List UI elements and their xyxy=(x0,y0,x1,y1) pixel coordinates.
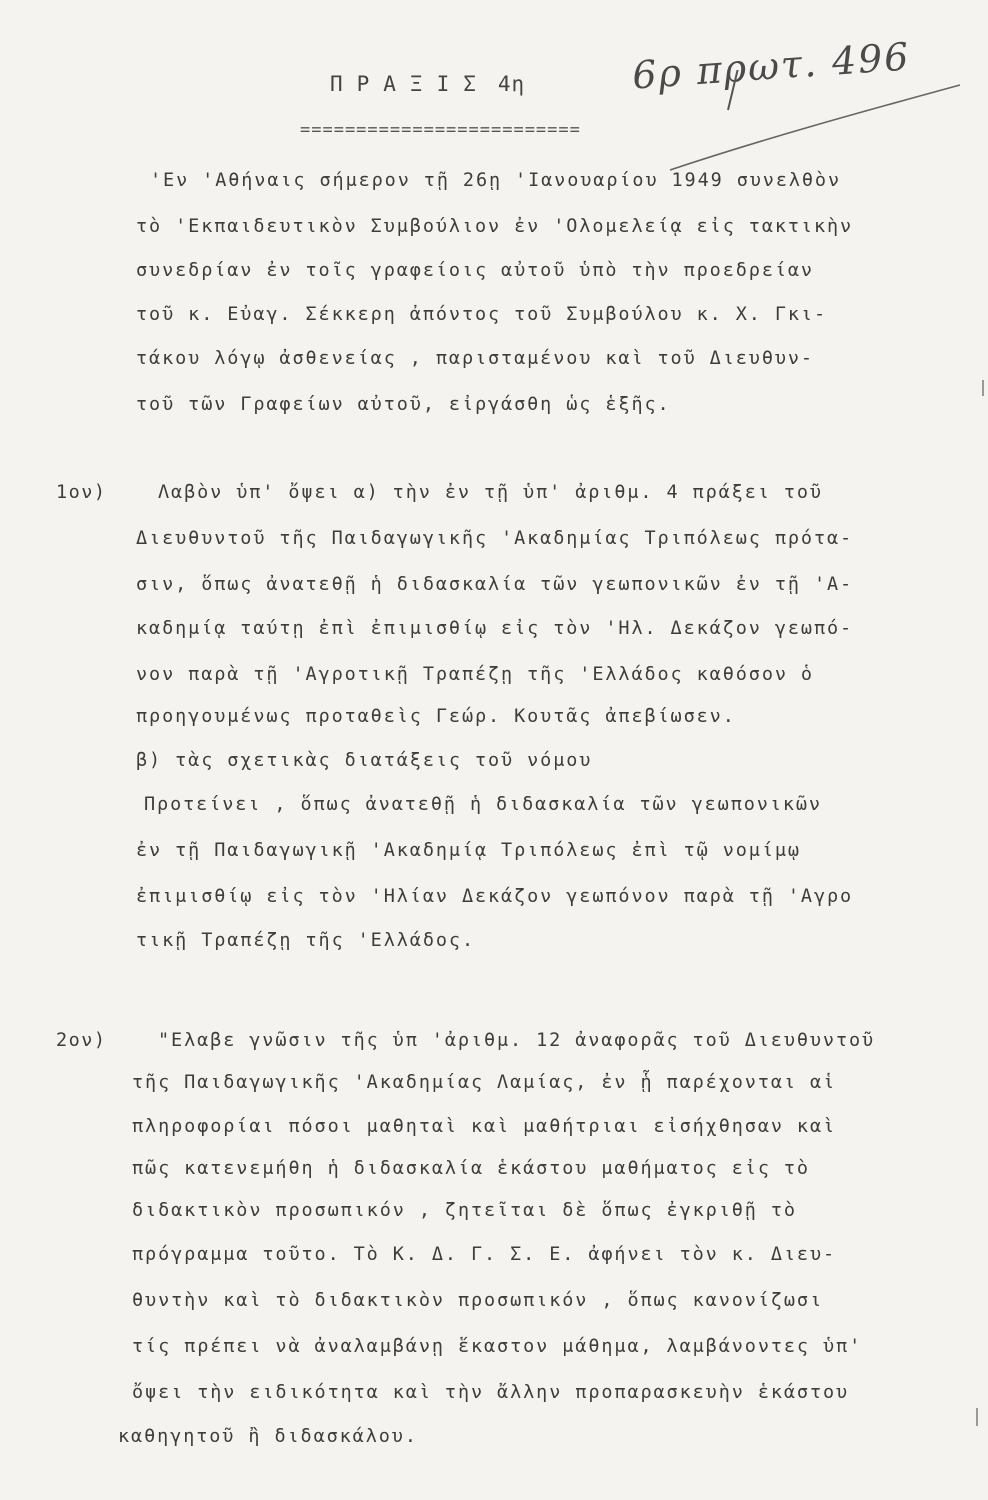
item-1-line-8: Προτείνει , ὅπως ἀνατεθῇ ἡ διδασκαλία τῶν γεωπονικῶν xyxy=(144,794,822,815)
item-1-line-5: νον παρὰ τῇ 'Αγροτικῇ Τραπέζῃ τῆς 'Ελλάδος καθόσον ὁ xyxy=(136,664,814,685)
item-2-line-6: πρόγραμμα τοῦτο. Τὸ Κ. Δ. Γ. Σ. Ε. ἀφήνει τὸν κ. Διευ- xyxy=(132,1244,837,1265)
item-1-line-7: β) τὰς σχετικὰς διατάξεις τοῦ νόμου xyxy=(136,750,593,771)
item-2-line-5: διδακτικὸν προσωπικόν , ζητεῖται δὲ ὅπως ἐγκριθῇ τὸ xyxy=(132,1200,797,1221)
title-underline: ========================= xyxy=(300,120,581,140)
item-1-line-4: καδημίᾳ ταύτῃ ἐπὶ ἐπιμισθίῳ εἰς τὸν 'Ηλ. Δεκάζον γεωπό- xyxy=(136,618,854,639)
margin-mark xyxy=(976,1408,978,1426)
item-1-line-10: ἐπιμισθίῳ εἰς τὸν 'Ηλίαν Δεκάζον γεωπόνον παρὰ τῇ 'Αγρο xyxy=(136,886,854,907)
item-1-line-1: Λαβὸν ὑπ' ὄψει α) τὴν ἐν τῇ ὑπ' ἀριθμ. 4 πράξει τοῦ xyxy=(158,482,823,503)
intro-line-4: τοῦ κ. Εὐαγ. Σέκκερη ἀπόντος τοῦ Συμβούλου κ. Χ. Γκι- xyxy=(136,304,828,325)
item-2-label: 2ον) xyxy=(56,1030,107,1051)
item-2-line-9: ὄψει τὴν ειδικότητα καὶ τὴν ἄλλην προπαρασκευὴν ἑκάστου xyxy=(132,1382,850,1403)
item-2-line-2: τῆς Παιδαγωγικῆς 'Ακαδημίας Λαμίας, ἐν ᾗ παρέχονται αἱ xyxy=(132,1072,837,1093)
item-1-line-11: τικῇ Τραπέζῃ τῆς 'Ελλάδος. xyxy=(136,930,475,951)
intro-line-2: τὸ 'Εκπαιδευτικὸν Συμβούλιον ἐν 'Ολομελείᾳ εἰς τακτικὴν xyxy=(136,216,854,237)
item-1-line-9: ἐν τῇ Παιδαγωγικῇ 'Ακαδημίᾳ Τριπόλεως ἐπὶ τῷ νομίμῳ xyxy=(136,840,801,861)
item-2-line-1: "Ελαβε γνῶσιν τῆς ὑπ 'ἀριθμ. 12 ἀναφορᾶς τοῦ Διευθυντοῦ xyxy=(158,1030,876,1051)
handwritten-protocol-annotation: 6ρ πρωτ. 496 xyxy=(630,34,912,98)
item-2-line-10: καθηγητοῦ ἢ διδασκάλου. xyxy=(118,1426,418,1447)
item-1-line-2: Διευθυντοῦ τῆς Παιδαγωγικῆς 'Ακαδημίας Τριπόλεως πρότα- xyxy=(136,528,854,549)
title-word: ΠΡΑΞΙΣ xyxy=(330,72,490,96)
intro-line-6: τοῦ τῶν Γραφείων αὐτοῦ, εἰργάσθη ὡς ἑξῆς. xyxy=(136,394,671,415)
item-2-line-7: θυντὴν καὶ τὸ διδακτικὸν προσωπικόν , ὅπως κανονίζωσι xyxy=(132,1290,824,1311)
intro-line-1: 'Εν 'Αθήναις σήμερον τῇ 26ῃ 'Ιανουαρίου 1949 συνελθὸν xyxy=(150,170,842,191)
item-2-line-4: πῶς κατενεμήθη ἡ διδασκαλία ἑκάστου μαθήματος εἰς τὸ xyxy=(132,1158,810,1179)
margin-mark xyxy=(982,380,984,396)
item-2-line-3: πληροφορίαι πόσοι μαθηταὶ καὶ μαθήτριαι εἰσήχθησαν καὶ xyxy=(132,1116,837,1137)
document-title xyxy=(330,72,525,96)
item-2-line-8: τίς πρέπει νὰ ἀναλαμβάνῃ ἕκαστον μάθημα, λαμβάνοντες ὑπ' xyxy=(132,1336,863,1357)
intro-line-5: τάκου λόγῳ ἀσθενείας , παρισταμένου καὶ τοῦ Διευθυν- xyxy=(136,348,814,369)
item-1-line-6: προηγουμένως προταθεὶς Γεώρ. Κουτᾶς ἀπεβίωσεν. xyxy=(136,706,736,727)
item-1-line-3: σιν, ὅπως ἀνατεθῇ ἡ διδασκαλία τῶν γεωπονικῶν ἐν τῇ 'Α- xyxy=(136,574,854,595)
title-number: 4η xyxy=(497,72,526,96)
item-1-label: 1ον) xyxy=(56,482,107,503)
intro-line-3: συνεδρίαν ἐν τοῖς γραφείοις αὐτοῦ ὑπὸ τὴν προεδρείαν xyxy=(136,260,814,281)
